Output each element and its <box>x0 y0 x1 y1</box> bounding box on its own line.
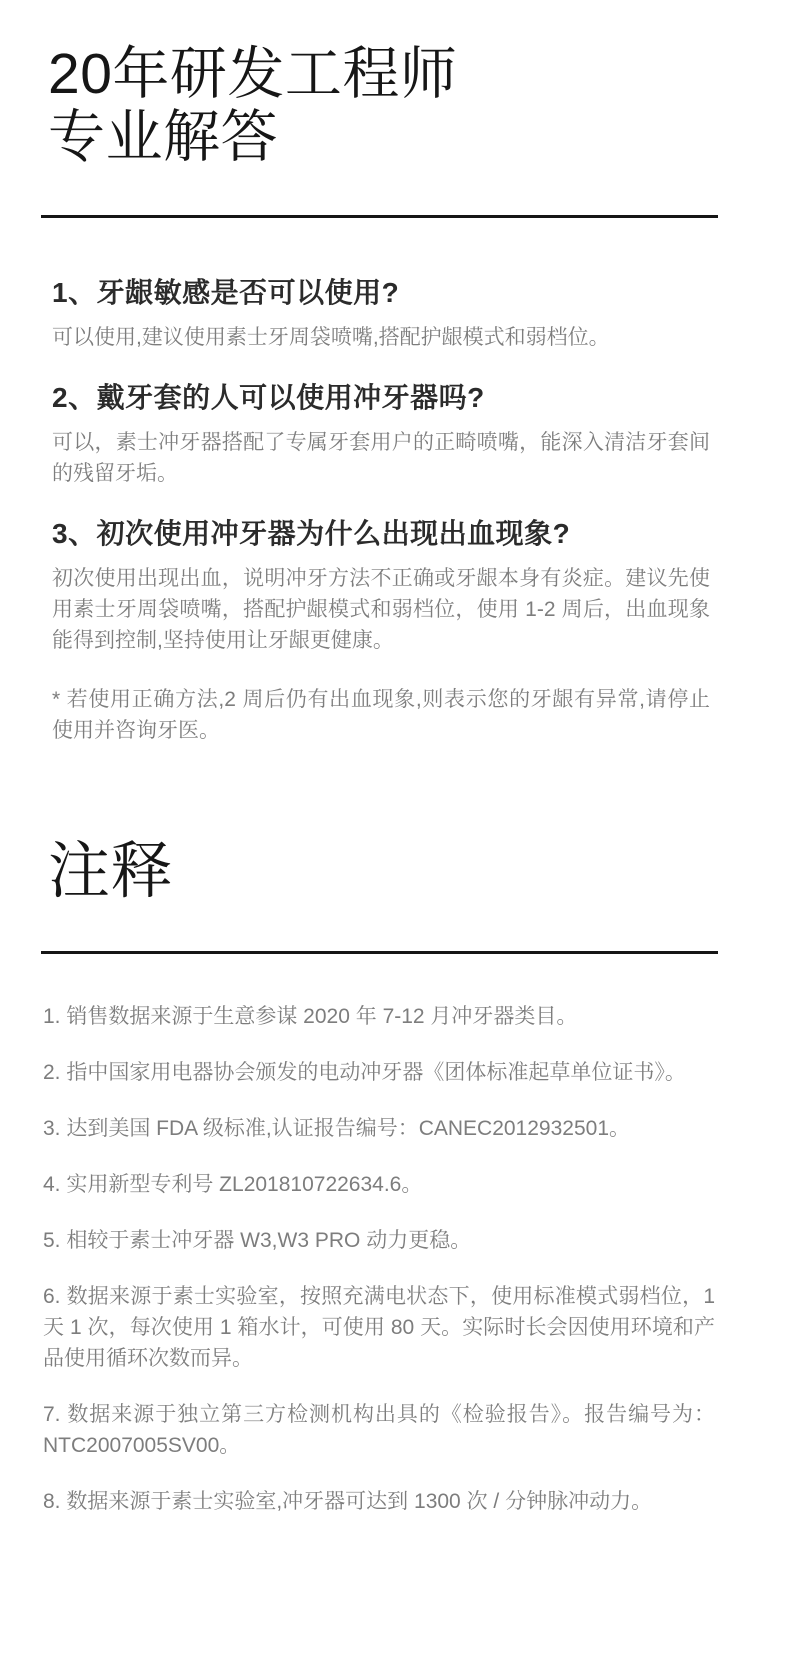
product-detail-page <box>0 43 790 1667</box>
faq-question: 1、牙龈敏感是否可以使用? <box>52 277 400 308</box>
faq-question: 2、戴牙套的人可以使用冲牙器吗? <box>52 382 485 413</box>
faq-item <box>52 278 710 353</box>
note-item: 2. 指中国家用电器协会颁发的电动冲牙器《团体标准起草单位证书》。 <box>43 1061 686 1084</box>
note-item: 7. 数据来源于独立第三方检测机构出具的《检验报告》。报告编号为：NTC2007005SV00。 <box>43 1403 715 1457</box>
note-item: 4. 实用新型专利号 ZL201810722634.6。 <box>43 1173 423 1196</box>
note-item: 8. 数据来源于素士实验室,冲牙器可达到 1300 次 / 分钟脉冲动力。 <box>43 1490 653 1513</box>
page-title-line2: 专业解答 <box>48 105 278 169</box>
faq-disclaimer: * 若使用正确方法,2 周后仍有出血现象,则表示您的牙龈有异常,请停止使用并咨询牙医。 <box>52 688 710 742</box>
note-item: 5. 相较于素士冲牙器 W3,W3 PRO 动力更稳。 <box>43 1229 472 1252</box>
faq-item <box>52 519 710 656</box>
faq-item <box>52 383 710 489</box>
note-item: 1. 销售数据来源于生意参谋 2020 年 7-12 月冲牙器类目。 <box>43 1005 578 1028</box>
notes-underline <box>41 951 718 954</box>
faq-list <box>52 278 710 656</box>
note-item: 3. 达到美国 FDA 级标准,认证报告编号：CANEC2012932501。 <box>43 1117 630 1140</box>
title-underline <box>41 215 718 218</box>
notes-title: 注释 <box>48 837 174 906</box>
faq-question: 3、初次使用冲牙器为什么出现出血现象? <box>52 518 571 549</box>
faq-answer: 可以，素士冲牙器搭配了专属牙套用户的正畸喷嘴，能深入清洁牙套间的残留牙垢。 <box>52 431 710 485</box>
faq-answer: 可以使用,建议使用素士牙周袋喷嘴,搭配护龈模式和弱档位。 <box>52 326 610 349</box>
notes-list <box>43 1001 715 1517</box>
page-title <box>48 43 718 169</box>
note-item: 6. 数据来源于素士实验室，按照充满电状态下，使用标准模式弱档位，1 天 1 次，每次使用 1 箱水计，可使用 80 天。实际时长会因使用环境和产品使用循环次数而异。 <box>43 1285 715 1370</box>
page-title-line1: 20年研发工程师 <box>48 42 458 106</box>
faq-answer: 初次使用出现出血，说明冲牙方法不正确或牙龈本身有炎症。建议先使用素士牙周袋喷嘴，搭配护龈模式和弱档位，使用 1-2 周后，出血现象能得到控制,坚持使用让牙龈更健康。 <box>52 567 710 652</box>
